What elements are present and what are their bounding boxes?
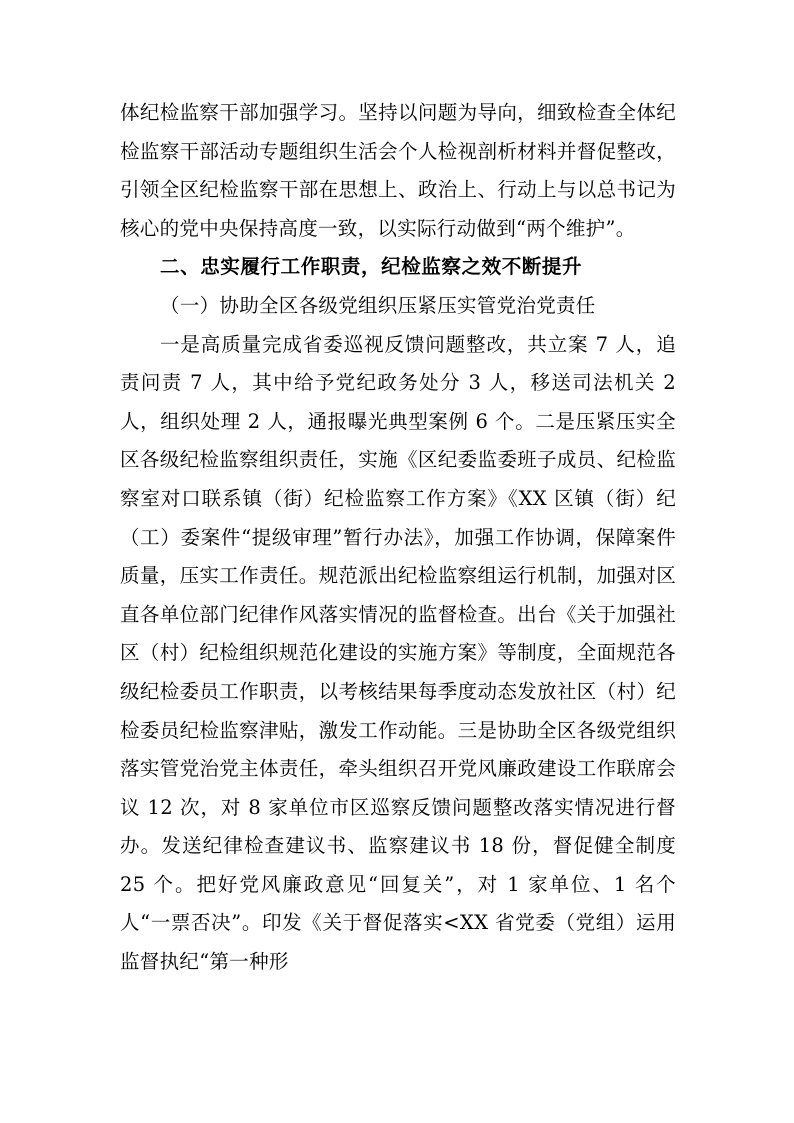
document-body bbox=[120, 94, 676, 982]
continuation-paragraph: 体纪检监察干部加强学习。坚持以问题为导向，细致检查全体纪检监察干部活动专题组织生活会个人检视剖析材料并督促整改，引领全区纪检监察干部在思想上、政治上、行动上与以总书记为核心的党中央保持高度一致，以实际行动做到“两个维护”。 bbox=[120, 101, 676, 240]
subsection-heading: （一）协助全区各级党组织压紧压实管党治党责任 bbox=[160, 293, 596, 317]
section-heading: 二、忠实履行工作职责，纪检监察之效不断提升 bbox=[160, 255, 583, 279]
body-paragraph: 一是高质量完成省委巡视反馈问题整改，共立案 7 人，追责问责 7 人，其中给予党纪政务处分 3 人，移送司法机关 2 人，组织处理 2 人，通报曝光典型案例 6 个。二是压紧压实全区各级纪检监察组织责任，实施《区纪委监委班子成员、纪检监察室对口联系镇（街）纪检监察工作方案》《XX 区镇（街）纪（工）委案件“提级审理”暂行办法》，加强工作协调，保障案件质量，压实工作责任。规范派出纪检监察组运行机制，加强对区直各单位部门纪律作风落实情况的监督检查。出台《关于加强社区（村）纪检组织规范化建设的实施方案》等制度，全面规范各级纪检委员工作职责，以考核结果每季度动态发放社区（村）纪检委员纪检监察津贴，激发工作动能。三是协助全区各级党组织落实管党治党主体责任，牵头组织召开党风廉政建设工作联席会议 12 次，对 8 家单位市区巡察反馈问题整改落实情况进行督办。发送纪律检查建议书、监察建议书 18 份，督促健全制度 25 个。把好党风廉政意见“回复关”，对 1 家单位、1 名个人“一票否决”。印发《关于督促落实<XX 省党委（党组）运用监督执纪“第一种形 bbox=[120, 332, 676, 974]
